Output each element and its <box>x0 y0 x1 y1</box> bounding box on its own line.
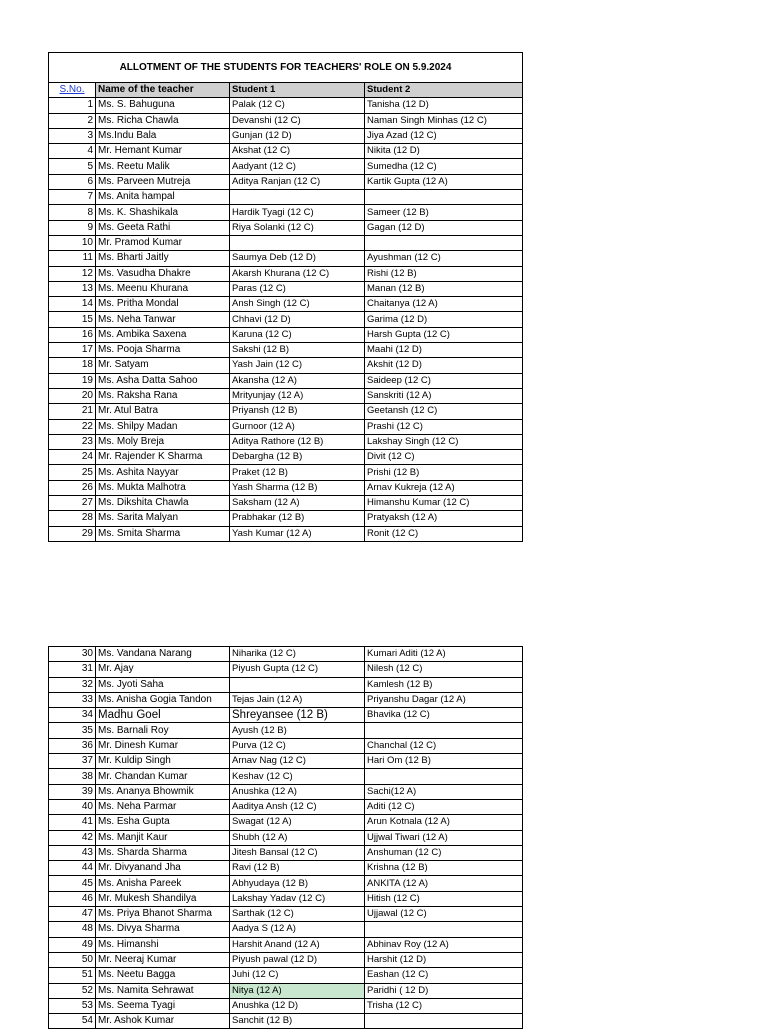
student1-cell: Niharika (12 C) <box>230 647 365 662</box>
sno-cell: 25 <box>49 465 96 480</box>
student2-cell: Anshuman (12 C) <box>365 845 523 860</box>
sno-cell: 6 <box>49 174 96 189</box>
sno-cell: 42 <box>49 830 96 845</box>
student1-cell: Juhi (12 C) <box>230 968 365 983</box>
table-row <box>49 799 523 814</box>
teacher-cell: Ms. Moly Breja <box>96 434 230 449</box>
student2-cell: Manan (12 B) <box>365 281 523 296</box>
student2-cell: Ujjwal Tiwari (12 A) <box>365 830 523 845</box>
student2-cell: Kartik Gupta (12 A) <box>365 174 523 189</box>
teacher-cell: Ms. Divya Sharma <box>96 922 230 937</box>
teacher-cell: Ms. Jyoti Saha <box>96 677 230 692</box>
table-row <box>49 419 523 434</box>
sno-cell: 18 <box>49 358 96 373</box>
sno-cell: 24 <box>49 450 96 465</box>
student2-cell: Trisha (12 C) <box>365 998 523 1013</box>
teacher-cell: Ms. Anita hampal <box>96 190 230 205</box>
student1-cell: Mrityunjay (12 A) <box>230 388 365 403</box>
sno-cell: 8 <box>49 205 96 220</box>
teacher-cell: Ms.Indu Bala <box>96 128 230 143</box>
teacher-cell: Ms. Ananya Bhowmik <box>96 784 230 799</box>
sno-cell: 33 <box>49 692 96 707</box>
student2-cell: Saideep (12 C) <box>365 373 523 388</box>
sno-cell: 37 <box>49 754 96 769</box>
student1-cell: Aaditya Ansh (12 C) <box>230 799 365 814</box>
table-row <box>49 128 523 143</box>
student1-cell: Sanchit (12 B) <box>230 1014 365 1029</box>
table-row <box>49 358 523 373</box>
student2-cell <box>365 235 523 250</box>
table-row <box>49 205 523 220</box>
student2-cell: Krishna (12 B) <box>365 861 523 876</box>
sno-cell: 54 <box>49 1014 96 1029</box>
student2-cell: Lakshay Singh (12 C) <box>365 434 523 449</box>
teacher-cell: Mr. Atul Batra <box>96 404 230 419</box>
table-row <box>49 450 523 465</box>
table-row <box>49 692 523 707</box>
header-teacher: Name of the teacher <box>96 83 230 98</box>
allotment-table-2 <box>48 646 523 1029</box>
student1-cell: Swagat (12 A) <box>230 815 365 830</box>
student2-cell: Ronit (12 C) <box>365 526 523 541</box>
student1-cell <box>230 235 365 250</box>
student2-cell: Aditi (12 C) <box>365 799 523 814</box>
teacher-cell: Ms. Smita Sharma <box>96 526 230 541</box>
teacher-cell: Ms. Dikshita Chawla <box>96 496 230 511</box>
student1-cell: Palak (12 C) <box>230 98 365 113</box>
sno-cell: 31 <box>49 662 96 677</box>
sno-cell: 10 <box>49 235 96 250</box>
table-row <box>49 968 523 983</box>
table-row <box>49 861 523 876</box>
student1-cell: Jitesh Bansal (12 C) <box>230 845 365 860</box>
table-row <box>49 769 523 784</box>
sno-cell: 41 <box>49 815 96 830</box>
student2-cell: Prashi (12 C) <box>365 419 523 434</box>
student2-cell: Hitish (12 C) <box>365 891 523 906</box>
table-row <box>49 677 523 692</box>
table-row <box>49 647 523 662</box>
teacher-cell: Ms. Priya Bhanot Sharma <box>96 907 230 922</box>
header-sno[interactable]: S.No. <box>49 83 96 98</box>
sno-cell: 26 <box>49 480 96 495</box>
student2-cell: Paridhi ( 12 D) <box>365 983 523 998</box>
table-row <box>49 876 523 891</box>
student2-cell: Akshit (12 D) <box>365 358 523 373</box>
student1-cell: Aditya Rathore (12 B) <box>230 434 365 449</box>
header-student2: Student 2 <box>365 83 523 98</box>
table-row <box>49 496 523 511</box>
student2-cell: Garima (12 D) <box>365 312 523 327</box>
student2-cell: Himanshu Kumar (12 C) <box>365 496 523 511</box>
teacher-cell: Ms. S. Bahuguna <box>96 98 230 113</box>
student1-cell: Harshit Anand (12 A) <box>230 937 365 952</box>
teacher-cell: Ms. Mukta Malhotra <box>96 480 230 495</box>
sno-cell: 29 <box>49 526 96 541</box>
sno-cell: 11 <box>49 251 96 266</box>
teacher-cell: Ms. Ashita Nayyar <box>96 465 230 480</box>
table-row <box>49 526 523 541</box>
sno-cell: 48 <box>49 922 96 937</box>
sno-cell: 39 <box>49 784 96 799</box>
student1-cell: Ayush (12 B) <box>230 723 365 738</box>
table-header-row <box>49 83 523 98</box>
student1-cell: Purva (12 C) <box>230 738 365 753</box>
teacher-cell: Ms. Asha Datta Sahoo <box>96 373 230 388</box>
sno-cell: 49 <box>49 937 96 952</box>
student1-cell: Sarthak (12 C) <box>230 907 365 922</box>
sno-cell: 12 <box>49 266 96 281</box>
table-row <box>49 480 523 495</box>
table-row <box>49 708 523 723</box>
student1-cell: Nitya (12 A) <box>230 983 365 998</box>
sno-cell: 36 <box>49 738 96 753</box>
student1-cell: Paras (12 C) <box>230 281 365 296</box>
student2-cell <box>365 1014 523 1029</box>
teacher-cell: Mr. Hemant Kumar <box>96 144 230 159</box>
table-row <box>49 251 523 266</box>
teacher-cell: Ms. Himanshi <box>96 937 230 952</box>
teacher-cell: Ms. Raksha Rana <box>96 388 230 403</box>
sno-cell: 2 <box>49 113 96 128</box>
student1-cell: Lakshay Yadav (12 C) <box>230 891 365 906</box>
table-row <box>49 159 523 174</box>
student1-cell: Saksham (12 A) <box>230 496 365 511</box>
sno-cell: 35 <box>49 723 96 738</box>
sno-cell: 45 <box>49 876 96 891</box>
teacher-cell: Ms. Ambika Saxena <box>96 327 230 342</box>
teacher-cell: Ms. Namita Sehrawat <box>96 983 230 998</box>
student1-cell: Aadyant (12 C) <box>230 159 365 174</box>
student2-cell: Ayushman (12 C) <box>365 251 523 266</box>
table-row <box>49 404 523 419</box>
student2-cell: Kamlesh (12 B) <box>365 677 523 692</box>
student2-cell: Bhavika (12 C) <box>365 708 523 723</box>
sno-cell: 15 <box>49 312 96 327</box>
student1-cell: Akshat (12 C) <box>230 144 365 159</box>
student2-cell: Nilesh (12 C) <box>365 662 523 677</box>
header-student1: Student 1 <box>230 83 365 98</box>
student2-cell: Sumedha (12 C) <box>365 159 523 174</box>
student2-cell: Hari Om (12 B) <box>365 754 523 769</box>
teacher-cell: Mr. Rajender K Sharma <box>96 450 230 465</box>
student1-cell: Devanshi (12 C) <box>230 113 365 128</box>
table-row <box>49 327 523 342</box>
table-row <box>49 220 523 235</box>
table-row <box>49 98 523 113</box>
student1-cell: Saumya Deb (12 D) <box>230 251 365 266</box>
student2-cell: Sachi(12 A) <box>365 784 523 799</box>
sno-cell: 34 <box>49 708 96 723</box>
student2-cell: Gagan (12 D) <box>365 220 523 235</box>
teacher-cell: Mr. Pramod Kumar <box>96 235 230 250</box>
student1-cell: Praket (12 B) <box>230 465 365 480</box>
table-row <box>49 998 523 1013</box>
teacher-cell: Ms. Manjit Kaur <box>96 830 230 845</box>
table-row <box>49 113 523 128</box>
student2-cell: Sanskriti (12 A) <box>365 388 523 403</box>
student2-cell: Maahi (12 D) <box>365 343 523 358</box>
student2-cell: Jiya Azad (12 C) <box>365 128 523 143</box>
table-row <box>49 373 523 388</box>
student1-cell: Sakshi (12 B) <box>230 343 365 358</box>
table-row <box>49 937 523 952</box>
sno-cell: 51 <box>49 968 96 983</box>
student1-cell: Ansh Singh (12 C) <box>230 297 365 312</box>
sno-cell: 53 <box>49 998 96 1013</box>
student2-cell: Ujjawal (12 C) <box>365 907 523 922</box>
teacher-cell: Ms. K. Shashikala <box>96 205 230 220</box>
table-row <box>49 662 523 677</box>
sno-cell: 13 <box>49 281 96 296</box>
sno-cell: 52 <box>49 983 96 998</box>
sno-cell: 27 <box>49 496 96 511</box>
sno-cell: 22 <box>49 419 96 434</box>
student1-cell: Akarsh Khurana (12 C) <box>230 266 365 281</box>
teacher-cell: Ms. Richa Chawla <box>96 113 230 128</box>
student1-cell: Tejas Jain (12 A) <box>230 692 365 707</box>
student1-cell: Shreyansee (12 B) <box>230 708 365 723</box>
student2-cell: Arnav Kukreja (12 A) <box>365 480 523 495</box>
student2-cell: Eashan (12 C) <box>365 968 523 983</box>
teacher-cell: Mr. Satyam <box>96 358 230 373</box>
teacher-cell: Mr. Divyanand Jha <box>96 861 230 876</box>
sno-cell: 40 <box>49 799 96 814</box>
teacher-cell: Ms. Esha Gupta <box>96 815 230 830</box>
table-row <box>49 922 523 937</box>
teacher-cell: Ms. Bharti Jaitly <box>96 251 230 266</box>
table-row <box>49 754 523 769</box>
teacher-cell: Ms. Neha Parmar <box>96 799 230 814</box>
sno-cell: 38 <box>49 769 96 784</box>
table-row <box>49 983 523 998</box>
sno-cell: 16 <box>49 327 96 342</box>
table-row <box>49 281 523 296</box>
student2-cell: Arun Kotnala (12 A) <box>365 815 523 830</box>
student1-cell: Gurnoor (12 A) <box>230 419 365 434</box>
sno-cell: 17 <box>49 343 96 358</box>
table-row <box>49 738 523 753</box>
teacher-cell: Ms. Neetu Bagga <box>96 968 230 983</box>
student2-cell: Geetansh (12 C) <box>365 404 523 419</box>
student1-cell: Ravi (12 B) <box>230 861 365 876</box>
table-row <box>49 830 523 845</box>
student2-cell: Abhinav Roy (12 A) <box>365 937 523 952</box>
teacher-cell: Ms. Seema Tyagi <box>96 998 230 1013</box>
student1-cell <box>230 677 365 692</box>
sno-cell: 32 <box>49 677 96 692</box>
table-row <box>49 845 523 860</box>
student1-cell: Riya Solanki (12 C) <box>230 220 365 235</box>
student2-cell: Rishi (12 B) <box>365 266 523 281</box>
table-row <box>49 952 523 967</box>
teacher-cell: Ms. Meenu Khurana <box>96 281 230 296</box>
teacher-cell: Mr. Kuldip Singh <box>96 754 230 769</box>
teacher-cell: Mr. Dinesh Kumar <box>96 738 230 753</box>
student2-cell: Chaitanya (12 A) <box>365 297 523 312</box>
student1-cell: Yash Kumar (12 A) <box>230 526 365 541</box>
student2-cell: Sameer (12 B) <box>365 205 523 220</box>
student1-cell: Aadya S (12 A) <box>230 922 365 937</box>
table-row <box>49 465 523 480</box>
teacher-cell: Ms. Anisha Pareek <box>96 876 230 891</box>
student2-cell: Naman Singh Minhas (12 C) <box>365 113 523 128</box>
student2-cell: Harsh Gupta (12 C) <box>365 327 523 342</box>
teacher-cell: Ms. Reetu Malik <box>96 159 230 174</box>
table-row <box>49 723 523 738</box>
sno-cell: 47 <box>49 907 96 922</box>
student2-cell <box>365 190 523 205</box>
table-row <box>49 891 523 906</box>
student1-cell: Arnav Nag (12 C) <box>230 754 365 769</box>
teacher-cell: Ms. Vandana Narang <box>96 647 230 662</box>
student2-cell: Chanchal (12 C) <box>365 738 523 753</box>
sno-cell: 1 <box>49 98 96 113</box>
sno-cell: 4 <box>49 144 96 159</box>
sno-cell: 19 <box>49 373 96 388</box>
sno-cell: 46 <box>49 891 96 906</box>
student1-cell: Debargha (12 B) <box>230 450 365 465</box>
teacher-cell: Ms. Barnali Roy <box>96 723 230 738</box>
table-row <box>49 190 523 205</box>
student2-cell: Priyanshu Dagar (12 A) <box>365 692 523 707</box>
table-row <box>49 511 523 526</box>
sno-cell: 50 <box>49 952 96 967</box>
table-row <box>49 907 523 922</box>
sno-cell: 3 <box>49 128 96 143</box>
student1-cell: Hardik Tyagi (12 C) <box>230 205 365 220</box>
table-row <box>49 784 523 799</box>
sno-cell: 21 <box>49 404 96 419</box>
sno-cell: 7 <box>49 190 96 205</box>
teacher-cell: Mr. Ashok Kumar <box>96 1014 230 1029</box>
sno-cell: 5 <box>49 159 96 174</box>
teacher-cell: Ms. Parveen Mutreja <box>96 174 230 189</box>
student2-cell: Kumari Aditi (12 A) <box>365 647 523 662</box>
student1-cell: Shubh (12 A) <box>230 830 365 845</box>
student1-cell: Keshav (12 C) <box>230 769 365 784</box>
student2-cell: Harshit (12 D) <box>365 952 523 967</box>
sno-cell: 23 <box>49 434 96 449</box>
sno-cell: 44 <box>49 861 96 876</box>
table-row <box>49 266 523 281</box>
table-row <box>49 388 523 403</box>
table-row <box>49 235 523 250</box>
student1-cell <box>230 190 365 205</box>
student2-cell: Tanisha (12 D) <box>365 98 523 113</box>
teacher-cell: Ms. Geeta Rathi <box>96 220 230 235</box>
student2-cell: Prishi (12 B) <box>365 465 523 480</box>
student2-cell <box>365 769 523 784</box>
student1-cell: Chhavi (12 D) <box>230 312 365 327</box>
teacher-cell: Ms. Pritha Mondal <box>96 297 230 312</box>
teacher-cell: Ms. Anisha Gogia Tandon <box>96 692 230 707</box>
table-row <box>49 174 523 189</box>
table-row <box>49 1014 523 1029</box>
allotment-table-1 <box>48 52 523 542</box>
sno-cell: 9 <box>49 220 96 235</box>
table-row <box>49 815 523 830</box>
teacher-cell: Mr. Ajay <box>96 662 230 677</box>
student1-cell: Piyush pawal (12 D) <box>230 952 365 967</box>
teacher-cell: Madhu Goel <box>96 708 230 723</box>
student2-cell: Nikita (12 D) <box>365 144 523 159</box>
student1-cell: Yash Jain (12 C) <box>230 358 365 373</box>
teacher-cell: Ms. Pooja Sharma <box>96 343 230 358</box>
student2-cell <box>365 922 523 937</box>
sno-cell: 14 <box>49 297 96 312</box>
teacher-cell: Mr. Mukesh Shandilya <box>96 891 230 906</box>
teacher-cell: Mr. Chandan Kumar <box>96 769 230 784</box>
student1-cell: Karuna (12 C) <box>230 327 365 342</box>
teacher-cell: Ms. Sharda Sharma <box>96 845 230 860</box>
table-row <box>49 144 523 159</box>
table-title: ALLOTMENT OF THE STUDENTS FOR TEACHERS' ROLE ON 5.9.2024 <box>49 53 523 83</box>
table-row <box>49 312 523 327</box>
student1-cell: Aditya Ranjan (12 C) <box>230 174 365 189</box>
student2-cell <box>365 723 523 738</box>
teacher-cell: Ms. Shilpy Madan <box>96 419 230 434</box>
table-row <box>49 434 523 449</box>
student1-cell: Gunjan (12 D) <box>230 128 365 143</box>
table-row <box>49 297 523 312</box>
teacher-cell: Mr. Neeraj Kumar <box>96 952 230 967</box>
sno-cell: 30 <box>49 647 96 662</box>
sno-cell: 43 <box>49 845 96 860</box>
teacher-cell: Ms. Sarita Malyan <box>96 511 230 526</box>
student1-cell: Yash Sharma (12 B) <box>230 480 365 495</box>
table-title-row <box>49 53 523 83</box>
teacher-cell: Ms. Vasudha Dhakre <box>96 266 230 281</box>
student1-cell: Akansha (12 A) <box>230 373 365 388</box>
student2-cell: Pratyaksh (12 A) <box>365 511 523 526</box>
student2-cell: Divit (12 C) <box>365 450 523 465</box>
table-row <box>49 343 523 358</box>
student2-cell: ANKITA (12 A) <box>365 876 523 891</box>
student1-cell: Anushka (12 A) <box>230 784 365 799</box>
student1-cell: Anushka (12 D) <box>230 998 365 1013</box>
student1-cell: Priyansh (12 B) <box>230 404 365 419</box>
sno-cell: 28 <box>49 511 96 526</box>
student1-cell: Prabhakar (12 B) <box>230 511 365 526</box>
student1-cell: Abhyudaya (12 B) <box>230 876 365 891</box>
sno-cell: 20 <box>49 388 96 403</box>
teacher-cell: Ms. Neha Tanwar <box>96 312 230 327</box>
student1-cell: Piyush Gupta (12 C) <box>230 662 365 677</box>
